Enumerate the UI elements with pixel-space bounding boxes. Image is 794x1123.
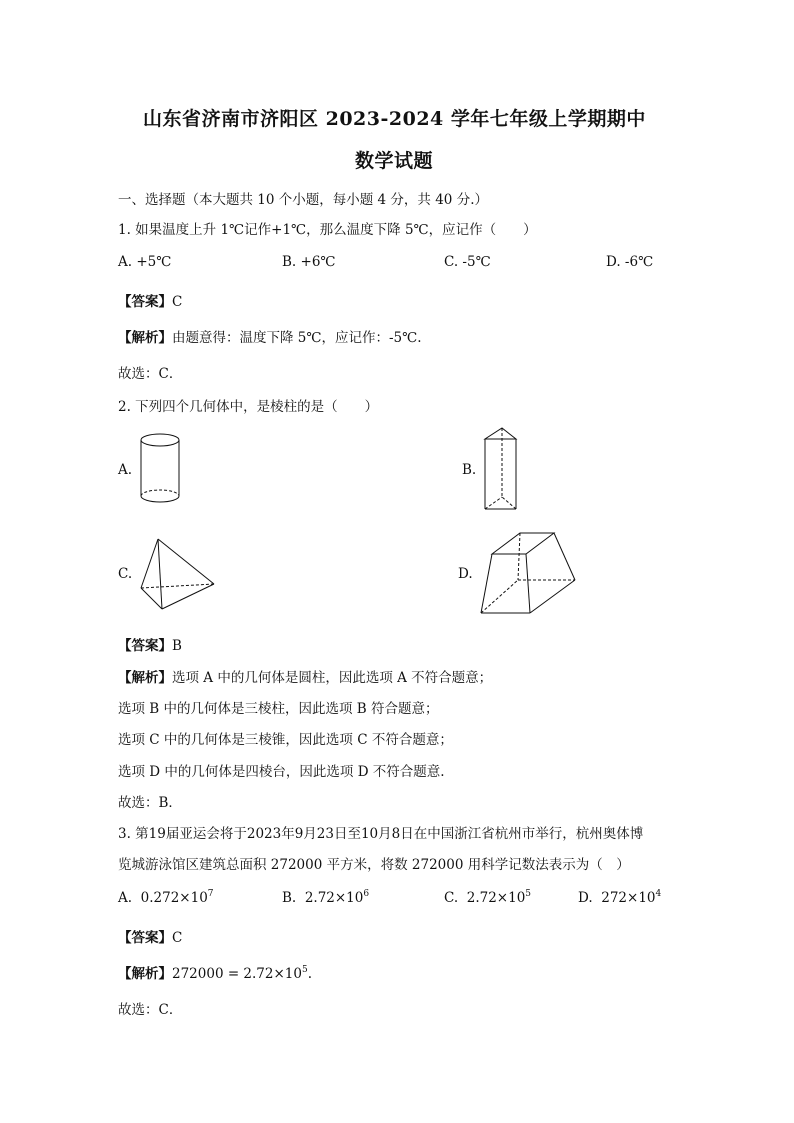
analysis-text: 选项 A 中的几何体是圆柱，因此选项 A 不符合题意； — [172, 670, 493, 686]
option-base: 2.72×10 — [304, 890, 364, 906]
q2-option-b-label: B. — [462, 462, 477, 478]
analysis-label: 【解析】 — [118, 670, 172, 686]
q2-analysis-line-1 — [118, 666, 492, 686]
option-label: A. — [118, 890, 133, 906]
q3-answer — [118, 926, 182, 946]
analysis-text: 由题意得：温度下降 5℃，应记作：-5℃. — [172, 330, 422, 346]
q2-analysis-line-2: 选项 B 中的几何体是三棱柱，因此选项 B 符合题意； — [118, 701, 439, 717]
option-base: 272×10 — [601, 890, 656, 906]
q3-option-a — [118, 890, 214, 906]
option-exponent: 4 — [655, 889, 662, 899]
analysis-exponent: 5 — [301, 965, 308, 975]
q2-analysis-line-4: 选项 D 中的几何体是四棱台，因此选项 D 不符合题意. — [118, 764, 445, 780]
option-exponent: 6 — [363, 889, 370, 899]
q3-analysis — [118, 962, 312, 982]
document-subtitle: 数学试题 — [355, 150, 434, 172]
option-label: C. — [444, 890, 459, 906]
q1-answer — [118, 290, 182, 310]
q3-option-d — [578, 890, 661, 906]
answer-value: C — [172, 294, 183, 310]
option-base: 0.272×10 — [140, 890, 208, 906]
q3-conclusion: 故选：C． — [118, 1002, 183, 1018]
answer-value: B — [172, 638, 182, 654]
q2-stem: 2. 下列四个几何体中，是棱柱的是（ ） — [118, 399, 379, 415]
q2-option-d-label: D. — [458, 566, 473, 582]
answer-value: C — [172, 930, 183, 946]
option-label: D. — [578, 890, 593, 906]
q3-stem-line-1: 3. 第19届亚运会将于2023年9月23日至10月8日在中国浙江省杭州市举行，杭州奥体博 — [118, 826, 644, 842]
cylinder-icon — [138, 430, 184, 508]
q2-option-c-label: C. — [118, 566, 133, 582]
answer-label: 【答案】 — [118, 638, 172, 654]
q3-stem-line-2: 览城游泳馆区建筑总面积 272000 平方米，将数 272000 用科学记数法表示为（ ） — [118, 857, 630, 873]
q2-conclusion: 故选：B． — [118, 795, 182, 811]
square-frustum-icon — [478, 530, 578, 618]
section-heading: 一、选择题（本大题共 10 个小题，每小题 4 分，共 40 分.） — [118, 192, 488, 208]
answer-label: 【答案】 — [118, 294, 172, 310]
q1-option-b: B. +6℃ — [282, 254, 336, 270]
option-exponent: 5 — [525, 889, 532, 899]
q1-analysis — [118, 326, 422, 346]
q3-option-c — [444, 890, 531, 906]
q2-option-a-label: A. — [118, 462, 133, 478]
triangular-prism-icon — [482, 425, 522, 515]
q1-option-a: A. +5℃ — [118, 254, 172, 270]
q1-option-c: C. -5℃ — [444, 254, 491, 270]
q2-answer — [118, 634, 182, 654]
q1-conclusion: 故选：C． — [118, 366, 183, 382]
analysis-label: 【解析】 — [118, 330, 172, 346]
q1-stem: 1. 如果温度上升 1℃记作+1℃，那么温度下降 5℃，应记作（ ） — [118, 222, 537, 238]
q2-analysis-line-3: 选项 C 中的几何体是三棱锥，因此选项 C 不符合题意； — [118, 732, 453, 748]
option-exponent: 7 — [207, 889, 214, 899]
q3-option-b — [282, 890, 369, 906]
analysis-label: 【解析】 — [118, 966, 172, 982]
option-label: B. — [282, 890, 297, 906]
triangular-pyramid-icon — [138, 536, 218, 614]
option-base: 2.72×10 — [466, 890, 526, 906]
q1-option-d: D. -6℃ — [606, 254, 654, 270]
answer-label: 【答案】 — [118, 930, 172, 946]
analysis-base: 272000 = 2.72×10 — [172, 966, 302, 982]
document-title: 山东省济南市济阳区 2023-2024 学年七年级上学期期中 — [143, 108, 646, 130]
analysis-end: . — [307, 966, 313, 982]
